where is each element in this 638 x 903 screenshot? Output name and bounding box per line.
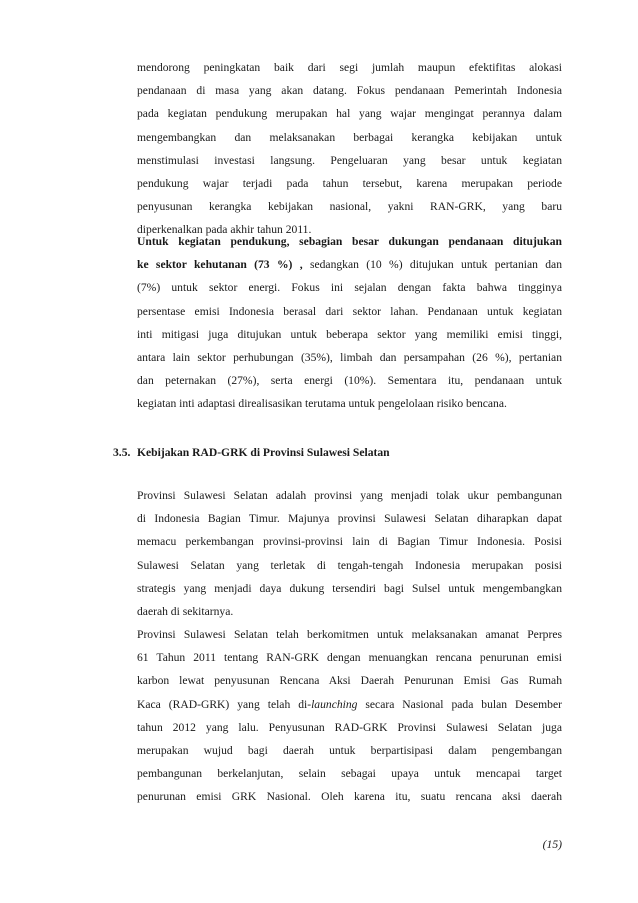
text-line: tahun 2012 yang lalu. Penyusunan RAD-GRK Provinsi Sulawesi Selatan juga xyxy=(137,720,562,734)
text-span: secara Nasional pada bulan Desember xyxy=(357,697,562,711)
paragraph-province-commitment xyxy=(137,623,562,809)
text-line xyxy=(137,693,562,716)
text-line: mengembangkan dan melaksanakan berbagai kerangka kebijakan untuk xyxy=(137,130,562,144)
text-line: penyusunan kerangka kebijakan nasional, yakni RAN-GRK, yang baru xyxy=(137,200,562,214)
text-line: penurunan emisi GRK Nasional. Oleh karena itu, suatu rencana aksi daerah xyxy=(137,790,562,804)
text-line xyxy=(137,253,562,276)
text-line: menstimulasi investasi langsung. Pengeluaran yang besar untuk kegiatan xyxy=(137,153,562,167)
text-line: dan peternakan (27%), serta energi (10%). Sementara itu, pendanaan untuk xyxy=(137,374,562,388)
text-line: pada kegiatan pendukung merupakan hal yang wajar mengingat perannya dalam xyxy=(137,107,562,121)
section-number: 3.5. xyxy=(113,446,131,459)
paragraph-sector-support xyxy=(137,230,562,416)
text-line: Provinsi Sulawesi Selatan telah berkomitmen untuk melaksanakan amanat Perpres xyxy=(137,628,562,641)
text-line: antara lain sektor perhubungan (35%), limbah dan persampahan (26 %), pertanian xyxy=(137,350,562,364)
text-line: (7%) untuk sektor energi. Fokus ini sejalan dengan fakta bahwa tingginya xyxy=(137,281,562,295)
text-line: mendorong peningkatan baik dari segi jumlah maupun efektifitas alokasi xyxy=(137,61,562,74)
text-line: diperkenalkan pada akhir tahun 2011. xyxy=(137,223,312,237)
paragraph-funding-focus xyxy=(137,56,562,242)
text-line: kegiatan inti adaptasi direalisasikan terutama untuk pengelolaan risiko bencana. xyxy=(137,397,507,411)
section-heading xyxy=(113,441,390,464)
text-line: persentase emisi Indonesia berasal dari sektor lahan. Pendanaan untuk kegiatan xyxy=(137,304,562,318)
text-line: karbon lewat penyusunan Rencana Aksi Daerah Penurunan Emisi Gas Rumah xyxy=(137,674,562,688)
italic-text: launching xyxy=(311,697,358,711)
text-line: pembangunan berkelanjutan, selain sebagai upaya untuk mencapai target xyxy=(137,767,562,781)
page-number: (15) xyxy=(542,838,562,851)
bold-text: Untuk kegiatan pendukung, sebagian besar dukungan pendanaan ditujukan xyxy=(137,235,562,248)
text-line: memacu perkembangan provinsi-provinsi lain di Bagian Timur Indonesia. Posisi xyxy=(137,535,562,549)
text-line: strategis yang menjadi daya dukung tersendiri bagi Sulsel untuk mengembangkan xyxy=(137,581,562,595)
text-line: daerah di sekitarnya. xyxy=(137,604,234,618)
text-span: Kaca (RAD-GRK) yang telah di- xyxy=(137,697,312,711)
paragraph-province-intro xyxy=(137,484,562,623)
text-line: pendanaan di masa yang akan datang. Fokus pendanaan Pemerintah Indonesia xyxy=(137,84,562,98)
text-line: Provinsi Sulawesi Selatan adalah provinsi yang menjadi tolak ukur pembangunan xyxy=(137,489,562,502)
text-line xyxy=(137,230,562,253)
text-line: inti mitigasi juga ditujukan untuk beberapa sektor yang memiliki emisi tinggi, xyxy=(137,327,562,341)
text-line: di Indonesia Bagian Timur. Majunya provinsi Sulawesi Selatan diharapkan dapat xyxy=(137,512,562,526)
text-span: sedangkan (10 %) ditujukan untuk pertanian dan xyxy=(302,258,562,272)
section-title: Kebijakan RAD-GRK di Provinsi Sulawesi Selatan xyxy=(137,446,390,459)
text-line: Sulawesi Selatan yang terletak di tengah-tengah Indonesia merupakan posisi xyxy=(137,558,562,572)
bold-text: ke sektor kehutanan (73 %) , xyxy=(137,258,303,272)
text-line: 61 Tahun 2011 tentang RAN-GRK dengan menuangkan rencana penurunan emisi xyxy=(137,651,562,665)
text-line: merupakan wujud bagi daerah untuk berpartisipasi dalam pengembangan xyxy=(137,743,562,757)
text-line: pendukung wajar terjadi pada tahun tersebut, karena merupakan periode xyxy=(137,176,562,190)
